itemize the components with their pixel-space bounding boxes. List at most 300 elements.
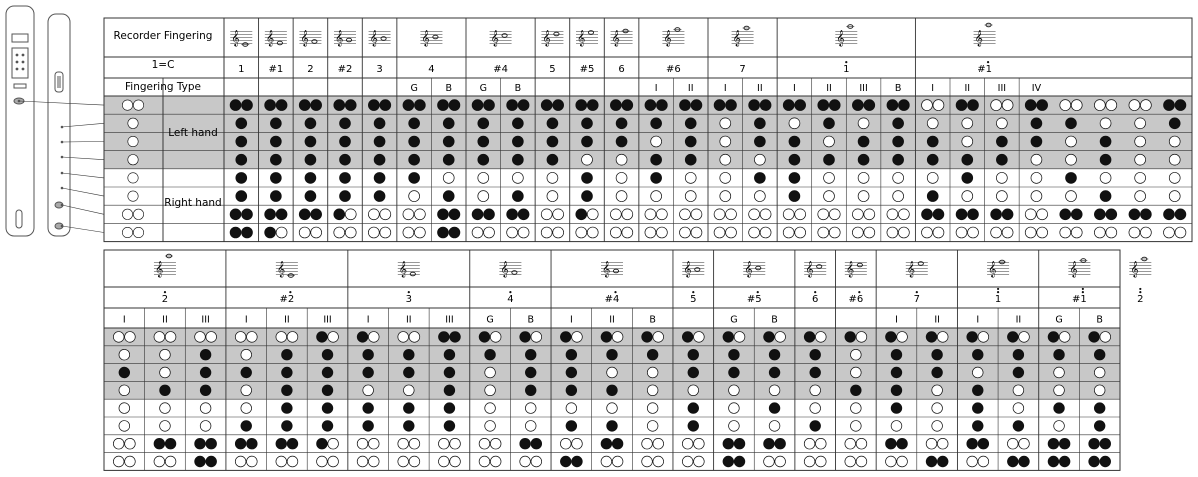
hole [996,154,1007,165]
hole-right [897,332,908,343]
hole-left [334,100,345,111]
fingering-type-label: B [771,314,778,326]
fingering-table-1 [104,18,1192,242]
hole-left [852,100,863,111]
hole [729,367,740,378]
hole [1094,349,1105,360]
legend-hole-right [133,227,143,237]
hole-right [1037,100,1048,111]
hole-left [520,438,531,449]
hole [282,385,293,396]
hole-right [694,332,705,343]
hole-right [328,332,339,343]
hole-left [1060,100,1071,111]
fingering-type-label: B [649,314,656,326]
hole [582,191,593,202]
hole-right [897,456,908,467]
hole [305,136,316,147]
hole-left [235,438,246,449]
staff-notation [576,31,598,47]
hole [754,118,765,129]
hole [1066,172,1077,183]
hole [160,349,171,360]
hole [1135,136,1146,147]
hole-left [154,456,165,467]
hole-right [1071,100,1082,111]
fingering-type-label: G [486,314,494,326]
hole [932,349,943,360]
hole-right [345,100,356,111]
hole [769,403,780,414]
hole [927,172,938,183]
hole-left [922,100,933,111]
note-label: 7 [739,64,746,76]
hole-right [622,227,633,238]
hole [241,421,252,432]
octave-dot [1139,288,1141,290]
hole-left [235,332,246,343]
hole [927,136,938,147]
hole-left [1094,209,1105,220]
hole [1031,191,1042,202]
hole [962,154,973,165]
fingering-type-label: I [931,82,935,94]
hole [1054,367,1065,378]
hole-right [694,438,705,449]
note-head [756,266,761,270]
leader-dot [61,204,64,207]
hole-right [968,227,979,238]
hole-right [656,227,667,238]
hole [270,172,281,183]
hole [810,403,821,414]
hole-left [299,209,310,220]
hole [119,385,130,396]
hole [566,385,577,396]
hole-left [642,438,653,449]
hole-right [125,456,136,467]
hole-left [845,438,856,449]
hole [403,349,414,360]
hole-right [933,209,944,220]
hole-left [645,100,656,111]
hole-right [1175,227,1186,238]
hole [996,172,1007,183]
hole-right [856,332,867,343]
hole [729,421,740,432]
hole [485,385,496,396]
hole-left [299,227,310,238]
hole-left [1060,209,1071,220]
hole-right [380,209,391,220]
hole [1169,154,1180,165]
hole [478,154,489,165]
hole-right [242,100,253,111]
hole-left [1048,456,1059,467]
treble-clef-icon: 𝄞 [602,261,611,278]
hole [340,154,351,165]
hole [972,421,983,432]
hole-right [978,438,989,449]
hole [1135,191,1146,202]
hole [444,403,455,414]
key-label: 1=C [151,59,175,71]
hole-left [886,456,897,467]
legend-hole-left [122,227,132,237]
hole [547,154,558,165]
hole-left [714,209,725,220]
note-head [857,263,862,267]
hole-right [937,438,948,449]
hole [858,136,869,147]
hole [282,349,293,360]
fingering-type-label: B [1096,314,1103,326]
note-label: 3 [405,294,412,306]
treble-clef-icon: 𝄞 [577,30,586,47]
hole [685,172,696,183]
hole [322,421,333,432]
leader-dot [18,100,21,103]
note-label: #4 [604,294,620,306]
note-label: #4 [493,64,508,76]
hole-right [795,227,806,238]
octave-dot [289,291,291,293]
note-label: 1 [994,294,1002,306]
hole-left [507,209,518,220]
staff-notation [230,31,252,47]
hole [160,385,171,396]
leader-dot [61,126,64,129]
hole-right [897,438,908,449]
hole-right [484,209,495,220]
hole-left [682,332,693,343]
hole-right [1100,456,1111,467]
hole-right [1037,209,1048,220]
hole-right [1140,227,1151,238]
legend-hole-left [122,100,132,110]
hole [1066,154,1077,165]
hole [478,172,489,183]
hole [236,118,247,129]
leader-dot [61,156,64,159]
hole [512,154,523,165]
hole-left [1048,332,1059,343]
staff-notation [611,29,633,46]
hole-left [1025,100,1036,111]
hole [444,421,455,432]
hole [685,191,696,202]
hole-right [276,100,287,111]
right-hand-label: Right hand [164,197,222,209]
fingering-type-label: II [687,82,694,94]
hole [409,191,420,202]
treble-clef-icon: 𝄞 [1069,261,1078,278]
staff-notation [1068,259,1090,278]
hole-right [978,332,989,343]
hole-right [622,209,633,220]
hole-right [553,100,564,111]
hole [891,385,902,396]
legend-hole [128,118,138,128]
hole-right [572,456,583,467]
hole [478,191,489,202]
hole [478,136,489,147]
hole-left [804,332,815,343]
hole-left [956,227,967,238]
hole [932,367,943,378]
hole [824,136,835,147]
hole [932,385,943,396]
treble-clef-icon: 𝄞 [490,30,499,47]
fingering-type-label: I [793,82,796,94]
hole-left [357,456,368,467]
hole [582,118,593,129]
hole [1135,172,1146,183]
hole [525,367,536,378]
note-label: 6 [618,64,625,76]
hole-left [610,209,621,220]
hole [769,385,780,396]
hole [962,136,973,147]
hole [282,367,293,378]
hole-left [403,209,414,220]
hole [1066,191,1077,202]
staff-notation [1129,257,1151,277]
hole-right [815,456,826,467]
hole-right [653,456,664,467]
hole-left [642,332,653,343]
hole-left [887,209,898,220]
hole [1169,118,1180,129]
hole-left [438,438,449,449]
hole-right [409,456,420,467]
hole [688,367,699,378]
hole [322,403,333,414]
hole [685,118,696,129]
hole-right [587,227,598,238]
staff-notation [334,31,356,47]
hole-left [1089,456,1100,467]
treble-clef-icon: 𝄞 [265,30,275,47]
octave-dot [916,291,918,293]
hole [363,385,374,396]
fingering-type-label: G [1055,314,1063,326]
hole [891,367,902,378]
fingering-type-label: I [569,314,573,326]
fingering-type-label: B [894,82,902,94]
note-label: #5 [746,294,762,306]
staff-notation [299,31,321,47]
treble-clef-icon: 𝄞 [663,30,672,47]
staff-notation [682,262,704,278]
hole-right [518,100,529,111]
hole-left [317,456,328,467]
hole-right [864,209,875,220]
hole [363,349,374,360]
staff-notation [845,262,867,278]
hole-left [438,100,449,111]
hole-right [1100,438,1111,449]
hole [241,403,252,414]
hole [932,421,943,432]
hole [685,154,696,165]
hole-right [368,332,379,343]
note-label: #5 [579,64,595,76]
hole [720,118,731,129]
hole-left [1129,100,1140,111]
hole-right [775,332,786,343]
hole-left [1048,438,1059,449]
hole [1013,367,1024,378]
hole-right [656,100,667,111]
hole-left [749,209,760,220]
hole-right [328,438,339,449]
hole-left [818,100,829,111]
hole [236,154,247,165]
hole-right [694,456,705,467]
hole-right [856,438,867,449]
fingering-type-label: III [445,314,454,326]
hole [607,421,618,432]
hole [340,172,351,183]
hole [1013,403,1024,414]
hole-right [409,438,420,449]
hole [444,385,455,396]
hole-left [682,456,693,467]
octave-dot [164,291,166,293]
octave-dot [408,291,410,293]
hole-left [195,332,206,343]
hole [720,191,731,202]
hole-right [829,227,840,238]
hole [858,172,869,183]
hole-right [933,227,944,238]
hole-left [479,332,490,343]
hole-right [449,227,460,238]
treble-clef-icon: 𝄞 [744,261,753,278]
hole-left [357,332,368,343]
hole-right [968,209,979,220]
hole-left [645,209,656,220]
hole [972,349,983,360]
hole-left [922,227,933,238]
note-label: 3 [376,64,383,76]
hole-left [1007,332,1018,343]
hole-left [783,100,794,111]
hole-right [165,332,176,343]
hole [1066,136,1077,147]
hole-right [380,100,391,111]
hole-right [345,209,356,220]
hole [547,136,558,147]
hole [824,191,835,202]
treble-clef-icon: 𝄞 [398,261,408,278]
hole-right [1106,100,1117,111]
hole-left [438,227,449,238]
hole [769,367,780,378]
hole [409,154,420,165]
hole [119,421,130,432]
hole-right [1071,209,1082,220]
octave-dot [1082,291,1084,293]
hole-right [287,438,298,449]
hole-left [560,438,571,449]
hole [200,421,211,432]
hole [1013,385,1024,396]
hole-left [560,456,571,467]
hole-right [978,456,989,467]
hole [647,421,658,432]
treble-clef-icon: 𝄞 [276,261,286,278]
hole [651,172,662,183]
hole-right [795,100,806,111]
hole [607,385,618,396]
fingering-type-label: III [997,82,1007,94]
staff-notation [541,31,563,47]
hole [962,191,973,202]
hole-right [345,227,356,238]
hole-left [334,227,345,238]
hole [891,421,902,432]
hole-right [622,100,633,111]
hole-left [265,209,276,220]
hole-left [1089,332,1100,343]
fingering-type-label: II [1015,314,1022,326]
hole [688,349,699,360]
hole-left [749,100,760,111]
hole-left [398,438,409,449]
hole [754,136,765,147]
hole-right [368,456,379,467]
hole [270,191,281,202]
hole [322,367,333,378]
hole [1031,136,1042,147]
fingering-type-label: III [323,314,332,326]
hole [1013,349,1024,360]
octave-dot [1139,291,1141,293]
hole [1169,172,1180,183]
hole [972,403,983,414]
fingering-type-label: I [723,82,727,94]
note-head [554,32,559,36]
hole-right [414,100,425,111]
hole-left [1007,456,1018,467]
hole-left [601,456,612,467]
hole-right [815,332,826,343]
hole [270,118,281,129]
hole [824,154,835,165]
leader-dot [61,225,64,228]
hole [754,172,765,183]
hole [1100,191,1111,202]
hole [409,172,420,183]
hole-left [723,438,734,449]
hole [688,421,699,432]
note-head [613,269,618,273]
hole-left [845,332,856,343]
hole [688,385,699,396]
hole [720,154,731,165]
hole-left [1060,227,1071,238]
hole-left [576,100,587,111]
hole-left [887,227,898,238]
treble-clef-icon: 𝄞 [732,30,741,47]
hole [236,172,247,183]
hole [688,403,699,414]
note-label: 1 [238,64,245,76]
hole-left [560,332,571,343]
hole [119,403,130,414]
